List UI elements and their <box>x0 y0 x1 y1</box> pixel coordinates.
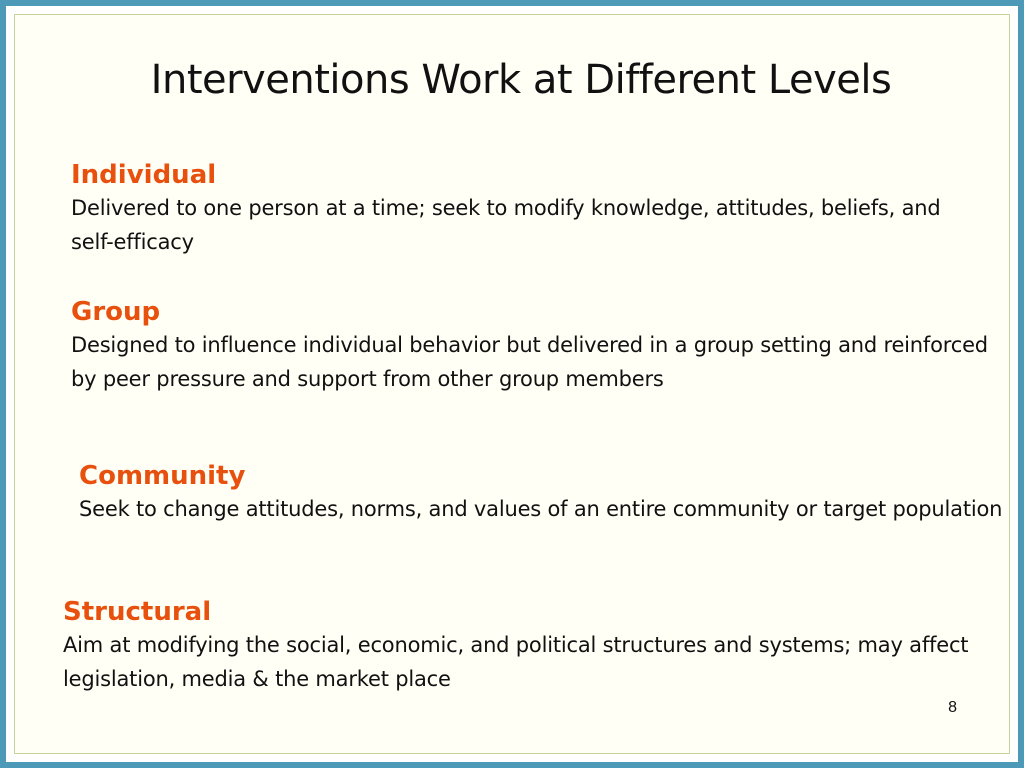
page-number: 8 <box>948 699 957 716</box>
level-structural <box>63 596 983 696</box>
level-heading: Individual <box>71 160 217 190</box>
level-group <box>71 296 991 396</box>
level-description: Designed to influence individual behavior but delivered in a group setting and reinforced by peer pressure and support from other group members <box>71 333 988 391</box>
level-heading: Group <box>71 297 161 327</box>
level-description: Delivered to one person at a time; seek to modify knowledge, attitudes, beliefs, and self-efficacy <box>71 196 941 254</box>
slide-inner-frame <box>14 14 1010 754</box>
level-description: Seek to change attitudes, norms, and values of an entire community or target population <box>79 497 1003 521</box>
level-description: Aim at modifying the social, economic, and political structures and systems; may affect legislation, media & the market place <box>63 633 969 691</box>
level-individual <box>71 159 971 259</box>
level-heading: Community <box>79 461 246 491</box>
level-community <box>79 460 1009 526</box>
level-heading: Structural <box>63 597 212 627</box>
slide-title: Interventions Work at Different Levels <box>150 57 892 103</box>
